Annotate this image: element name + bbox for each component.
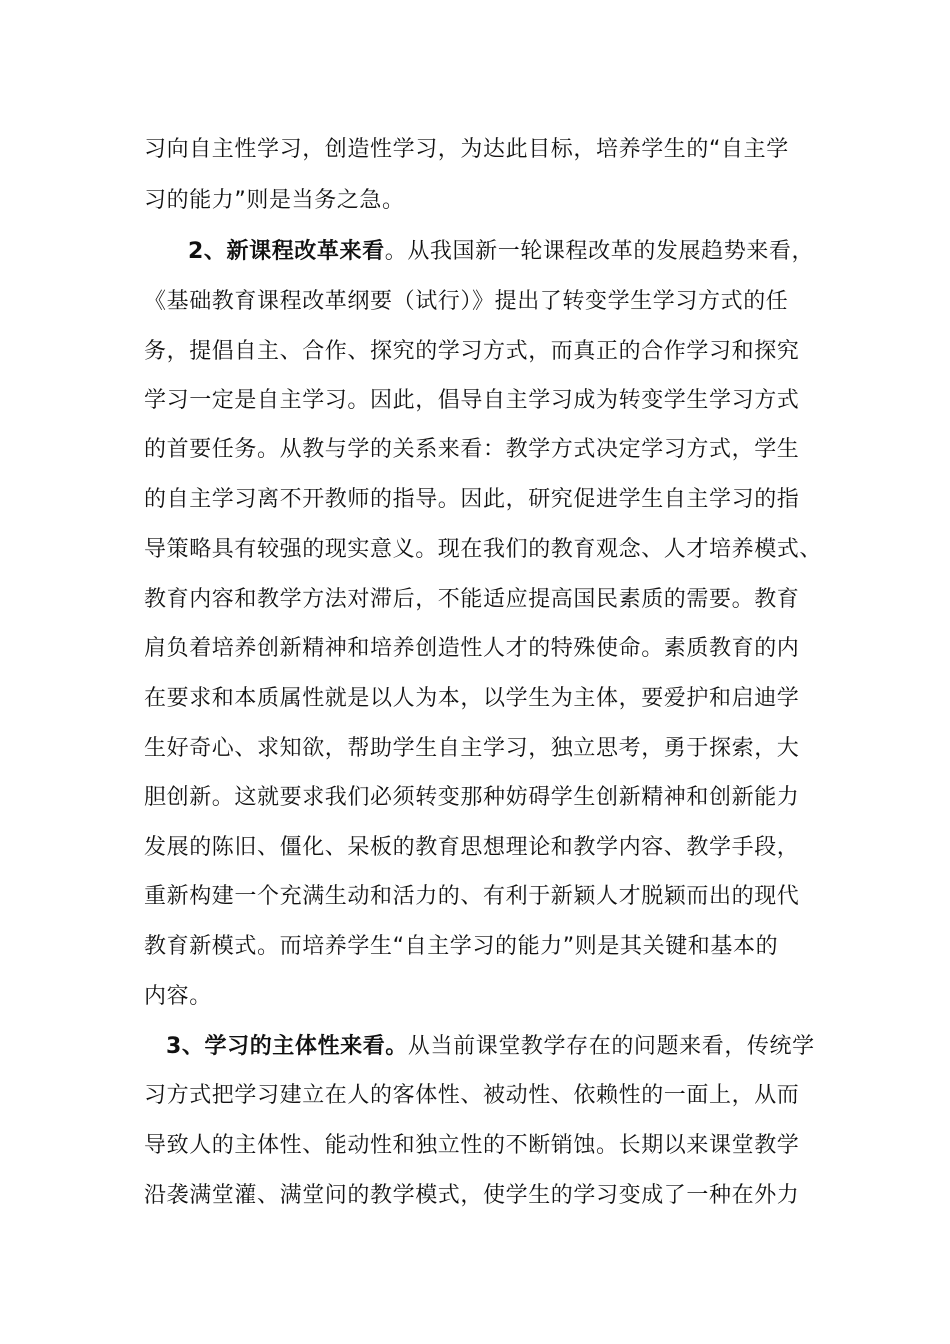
text-run: 。从我国新一轮课程改革的发展趋势来看， (384, 239, 815, 264)
text-line: 发展的陈旧、僵化、呆板的教育思想理论和教学内容、教学手段， (144, 835, 800, 860)
paragraph-line (188, 237, 814, 267)
text-line: 肩负着培养创新精神和培养创造性人才的特殊使命。素质教育的内 (144, 636, 800, 661)
text-line: 的首要任务。从教与学的关系来看：教学方式决定学习方式，学生 (144, 437, 800, 462)
section-heading: 2、新课程改革来看 (188, 239, 385, 264)
text-line: 胆创新。这就要求我们必须转变那种妨碍学生创新精神和创新能力 (144, 785, 800, 810)
text-line: 习方式把学习建立在人的客体性、被动性、依赖性的一面上，从而 (144, 1083, 800, 1108)
text-line: 导策略具有较强的现实意义。现在我们的教育观念、人才培养模式、 (144, 537, 823, 562)
text-line: 学习一定是自主学习。因此，倡导自主学习成为转变学生学习方式 (144, 388, 800, 413)
text-line: 的自主学习离不开教师的指导。因此，研究促进学生自主学习的指 (144, 487, 800, 512)
text-line: 教育内容和教学方法对滞后，不能适应提高国民素质的需要。教育 (144, 587, 800, 612)
paragraph-line (166, 1032, 815, 1062)
text-line: 沿袭满堂灌、满堂问的教学模式，使学生的学习变成了一种在外力 (144, 1183, 800, 1208)
text-line: 务，提倡自主、合作、探究的学习方式，而真正的合作学习和探究 (144, 339, 800, 364)
text-line: 在要求和本质属性就是以人为本，以学生为主体，要爱护和启迪学 (144, 686, 800, 711)
text-line: 生好奇心、求知欲，帮助学生自主学习，独立思考，勇于探索，大 (144, 736, 800, 761)
text-line: 内容。 (144, 984, 212, 1009)
section-heading: 3、学习的主体性来看。 (166, 1034, 408, 1059)
text-line: 习的能力”则是当务之急。 (144, 188, 405, 213)
text-line: 重新构建一个充满生动和活力的、有利于新颖人才脱颖而出的现代 (144, 884, 800, 909)
text-line: 教育新模式。而培养学生“自主学习的能力”则是其关键和基本的 (144, 934, 779, 959)
text-run: 从当前课堂教学存在的问题来看，传统学 (407, 1034, 815, 1059)
text-line: 习向自主性学习，创造性学习，为达此目标，培养学生的“自主学 (144, 137, 789, 162)
text-line: 导致人的主体性、能动性和独立性的不断销蚀。长期以来课堂教学 (144, 1133, 800, 1158)
text-line: 《基础教育课程改革纲要（试行）》提出了转变学生学习方式的任 (144, 289, 789, 314)
